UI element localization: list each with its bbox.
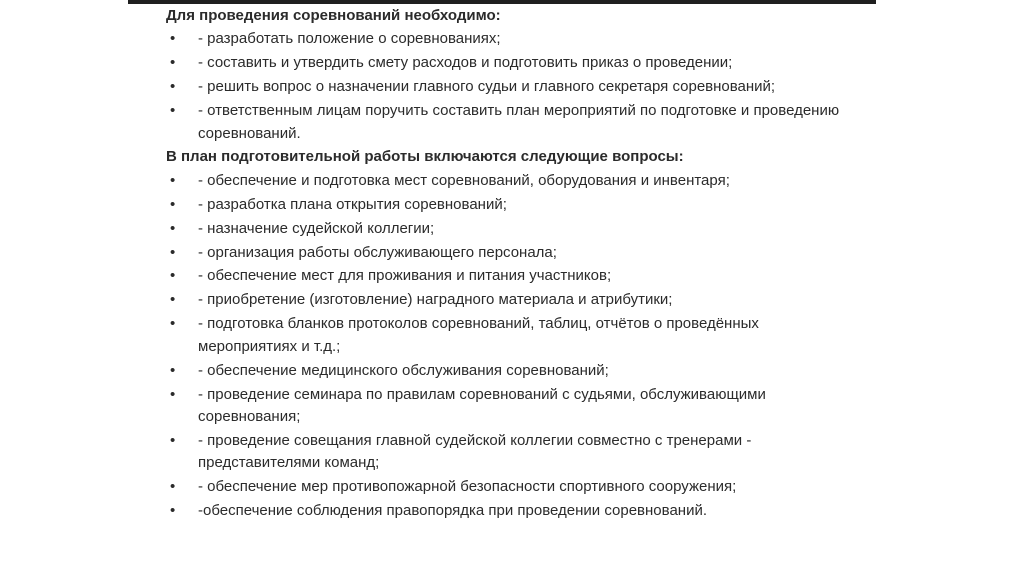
list-item (166, 360, 846, 382)
section-1-heading: Для проведения соревнований необходимо: (166, 7, 501, 24)
list-item (166, 76, 846, 98)
list-item (166, 28, 846, 50)
list-item-text: - проведение семинара по правилам соревнований с судьями, обслуживающими соревнования; (198, 385, 766, 425)
bullet-icon: • (170, 243, 176, 261)
list-item-text: - разработать положение о соревнованиях; (198, 30, 501, 48)
list-item-text: - приобретение (изготовление) наградного материала и атрибутики; (198, 291, 673, 309)
bullet-icon: • (170, 54, 176, 72)
bullet-icon: • (170, 385, 176, 403)
bullet-icon: • (170, 478, 176, 496)
list-item-text: - составить и утвердить смету расходов и подготовить приказ о проведении; (198, 54, 733, 72)
list-item (166, 289, 846, 311)
list-item-text: -обеспечение соблюдения правопорядка при проведении соревнований. (198, 502, 707, 520)
list-item-text: - проведение совещания главной судейской коллегии совместно с тренерами - представителями команд; (198, 431, 752, 472)
list-item (166, 242, 846, 264)
bullet-icon: • (170, 195, 176, 213)
bullet-icon: • (170, 502, 176, 520)
list-item-text: - подготовка бланков протоколов соревнований, таблиц, отчётов о проведённых мероприятиях и т.д.; (198, 315, 759, 355)
list-item-text: - организация работы обслуживающего персонала; (198, 243, 557, 261)
bullet-icon: • (170, 315, 176, 333)
list-item (166, 52, 846, 74)
list-item-text: - обеспечение медицинского обслуживания соревнований; (198, 361, 609, 379)
list-item (166, 384, 846, 429)
section-2-heading: В план подготовительной работы включаются следующие вопросы: (166, 148, 684, 166)
list-item (166, 265, 846, 287)
section-1-list (166, 28, 846, 145)
list-item-text: - разработка плана открытия соревнований; (198, 195, 507, 213)
list-item-text: - обеспечение мест для проживания и питания участников; (198, 267, 612, 285)
list-item-text: - решить вопрос о назначении главного судьи и главного секретаря соревнований; (198, 78, 776, 96)
list-item-text: - назначение судейской коллегии; (198, 219, 435, 237)
bullet-icon: • (170, 78, 176, 96)
bullet-icon: • (170, 267, 176, 285)
list-item (166, 170, 846, 192)
list-item (166, 218, 846, 240)
document-body (166, 5, 846, 524)
bullet-icon: • (170, 102, 176, 120)
top-divider (128, 0, 876, 4)
list-item-text: - ответственным лицам поручить составить план мероприятий по подготовке и проведению соревнований. (198, 102, 840, 142)
list-item (166, 100, 846, 145)
bullet-icon: • (170, 30, 176, 48)
list-item (166, 476, 846, 498)
list-item (166, 194, 846, 216)
bullet-icon: • (170, 431, 176, 449)
section-2-list (166, 170, 846, 523)
list-item (166, 500, 846, 522)
list-item-text: - обеспечение и подготовка мест соревнований, оборудования и инвентаря; (198, 171, 730, 189)
bullet-icon: • (170, 361, 176, 379)
bullet-icon: • (170, 219, 176, 237)
list-item-text: - обеспечение мер противопожарной безопасности спортивного сооружения; (198, 478, 737, 496)
list-item (166, 313, 846, 358)
list-item (166, 430, 846, 475)
bullet-icon: • (170, 171, 176, 189)
bullet-icon: • (170, 291, 176, 309)
